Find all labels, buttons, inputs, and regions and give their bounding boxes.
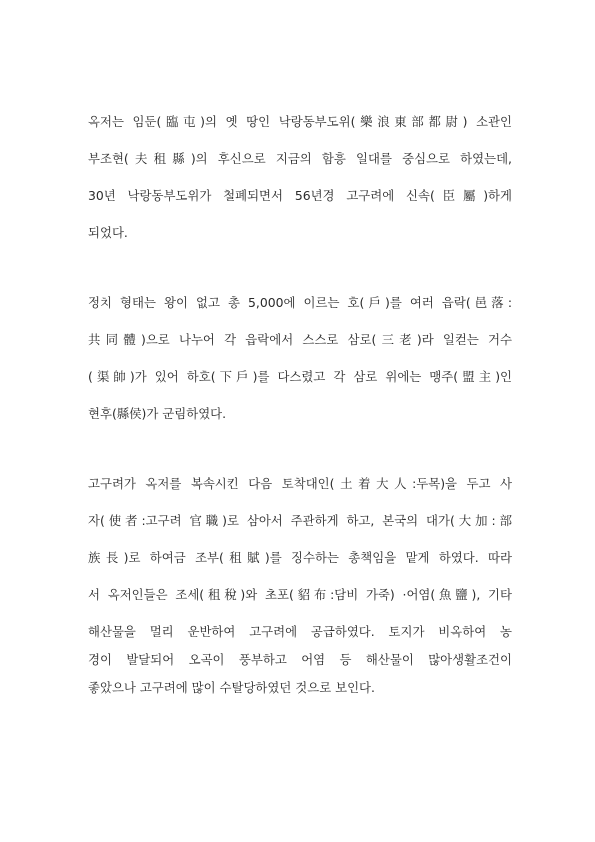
text-line: 서 옥저인들은 조세(租稅)와 초포(貂布:담비 가죽) ·어염(魚鹽), 기타	[88, 587, 512, 602]
text-line: 族長)로 하여금 조부(租賦)를 징수하는 총책임을 맡게 하였다. 따라	[88, 550, 512, 565]
text-line: (渠帥)가 있어 하호(下戶)를 다스렸고 각 삼로 위에는 맹주(盟主)인	[88, 369, 512, 384]
text-line: 좋았으나 고구려에 많이 수탈당하였던 것으로 보인다.	[88, 680, 375, 695]
text-line: 共同體)으로 나누어 각 읍락에서 스스로 삼로(三老)라 일컫는 거수	[88, 332, 512, 347]
text-line: 되었다.	[88, 225, 128, 240]
text-line: 30년 낙랑동부도위가 철폐되면서 56년경 고구려에 신속(臣屬)하게	[88, 188, 512, 203]
text-line: 해산물을 멀리 운반하여 고구려에 공급하였다. 토지가 비옥하여 농	[88, 624, 512, 639]
text-line: 고구려가 옥저를 복속시킨 다음 토착대인(土着大人:두목)을 두고 사	[88, 476, 512, 491]
text-line: 정치 형태는 왕이 없고 총 5,000에 이르는 호(戶)를 여러 읍락(邑落:	[88, 295, 512, 310]
text-line: 옥저는 임둔(臨屯)의 옛 땅인 낙랑동부도위(樂浪東部都尉) 소관인	[88, 114, 512, 129]
text-line: 경이 발달되어 오곡이 풍부하고 어염 등 해산물이 많아생활조건이	[88, 652, 512, 667]
text-line: 현후(縣侯)가 군림하였다.	[88, 406, 227, 421]
text-line: 자(使者:고구려 官職)로 삼아서 주관하게 하고, 본국의 대가(大加:部	[88, 513, 512, 528]
text-line: 부조현(夫租縣)의 후신으로 지금의 함흥 일대를 중심으로 하였는데,	[88, 151, 512, 166]
